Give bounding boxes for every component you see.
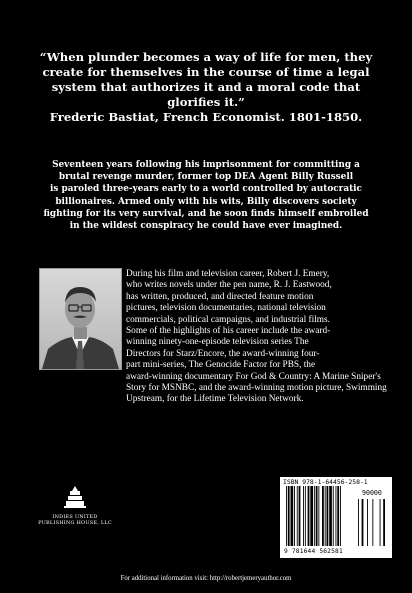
bio-line: Directors for Starz/Encore, the award-winning four-: [126, 348, 320, 359]
bio-line: Upstream, for the Lifetime Television Network.: [126, 394, 304, 405]
publisher-name: INDIES UNITED: [52, 514, 98, 520]
bio-line: has written, produced, and directed feature motion: [126, 291, 314, 302]
bio-line: award-winning documentary For God & Country: A Marine Sniper's: [126, 371, 381, 382]
blurb-line: billionaires. Armed only with his wits, Billy discovers society: [55, 196, 357, 207]
quote-attribution: Frederic Bastiat, French Economist. 1801-1850.: [49, 110, 363, 124]
bio-line: Some of the highlights of his career include the award-: [126, 326, 331, 337]
bio-line: commercials, political campaigns, and industrial films.: [126, 314, 330, 325]
quote-line: glorifies it.”: [167, 95, 245, 109]
bio-line: part mini-series, The Genocide Factor for PBS, the: [126, 360, 316, 371]
author-photo: [39, 268, 122, 370]
blurb-line: brutal revenge murder, former top DEA Agent Billy Russell: [58, 172, 354, 183]
quote-line: create for themselves in the course of time a legal: [42, 65, 370, 79]
blurb-line: is paroled three-years early to a world controlled by autocratic: [50, 184, 362, 195]
publisher-logo: [38, 485, 112, 526]
barcode-digits: 9 781644 562581: [284, 548, 343, 555]
isbn-label: ISBN 978-1-64456-258-1: [283, 478, 368, 486]
barcode-bars: [280, 477, 392, 558]
blurb-line: fighting for its very survival, and he soon finds himself embroiled: [43, 208, 369, 219]
blurb-line: in the wildest conspiracy he could have ever imagined.: [69, 221, 343, 232]
synopsis-blurb: [22, 159, 390, 232]
bio-line: who writes novels under the pen name, R. J. Eastwood,: [126, 280, 332, 291]
quote-line: “When plunder becomes a way of life for men, they: [39, 50, 373, 64]
author-portrait-image: [40, 269, 121, 369]
blurb-line: Seventeen years following his imprisonment for committing a: [52, 160, 360, 170]
footer-website: For additional information visit: http://robertjemeryauthor.com: [120, 575, 292, 582]
publisher-name-sub: PUBLISHING HOUSE, LLC: [38, 520, 112, 526]
bio-line: Story for MSNBC, and the award-winning motion picture, Swimming: [126, 383, 387, 394]
price-code: 90000: [362, 489, 382, 497]
epigraph-quote: [20, 50, 392, 125]
isbn-barcode: [280, 477, 392, 558]
book-stack-icon: [60, 485, 90, 509]
bio-line: pictures, television documentaries, national television: [126, 303, 326, 314]
bio-line: During his film and television career, Robert J. Emery,: [126, 269, 330, 279]
quote-line: system that authorizes it and a moral code that: [51, 80, 361, 94]
bio-line: winning ninety-one-episode television series The: [126, 337, 309, 348]
author-bio: [126, 269, 402, 406]
